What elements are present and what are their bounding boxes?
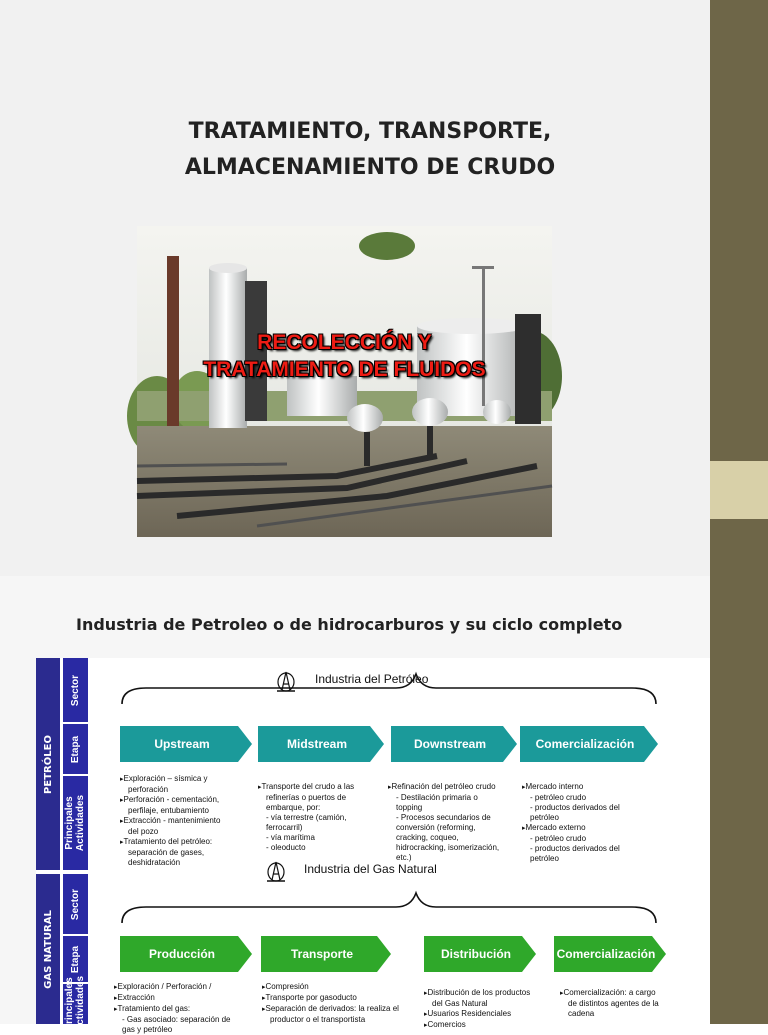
- petroleo-activity-line: hidrocracking, isomerización,: [396, 843, 500, 852]
- gas-activity-line: ▸ Extracción: [114, 993, 231, 1004]
- petroleo-activity-line: - vía terrestre (camión,: [266, 813, 347, 822]
- gas-stage-1: [261, 936, 391, 972]
- gas-activities-transporte: [262, 982, 399, 1025]
- petroleo-stage-label-3: Comercialización: [535, 737, 635, 751]
- gas-stage-0: [120, 936, 252, 972]
- petroleo-stage-0: [120, 726, 252, 762]
- petroleo-activity-line: petróleo: [530, 813, 559, 822]
- gas-stage-label-3: Comercialización: [556, 947, 656, 961]
- gas-activity-line: de distintos agentes de la: [568, 999, 659, 1008]
- gas-plant-icon: [267, 862, 285, 881]
- gas-activity-line: del Gas Natural: [432, 999, 488, 1008]
- petroleo-activity-line: ▸ Tratamiento del petróleo:: [120, 837, 220, 848]
- slide-1-title: [120, 114, 620, 186]
- petroleo-activity-line: - petróleo crudo: [530, 834, 587, 843]
- gas-stage-label-2: Distribución: [440, 947, 511, 961]
- petroleo-activities-midstream: [258, 782, 354, 853]
- petroleo-activity-line: - vía marítima: [266, 833, 315, 842]
- petroleo-activity-line: separación de gases,: [128, 848, 205, 857]
- gas-sector-text: Sector: [70, 888, 81, 920]
- petroleo-activity-line: - petróleo crudo: [530, 793, 587, 802]
- petroleo-stage-label-0: Upstream: [154, 737, 210, 751]
- petroleo-activity-line: cracking, coqueo,: [396, 833, 459, 842]
- petroleo-sector-text: Sector: [70, 674, 81, 706]
- petroleo-stage-3: [520, 726, 658, 762]
- petroleo-activity-line: ▸ Extracción - mantenimiento: [120, 816, 220, 827]
- title-line-2: ALMACENAMIENTO DE CRUDO: [184, 155, 556, 180]
- gas-activities-produccion: [114, 982, 231, 1035]
- petroleo-activities-upstream: [120, 774, 220, 868]
- gas-activity-line: ▸ Comercialización: a cargo: [560, 988, 659, 999]
- petroleo-activities-downstream: [388, 782, 499, 863]
- slide-2: [0, 576, 710, 1034]
- petroleo-activity-line: del pozo: [128, 827, 159, 836]
- petroleo-stage-2: [391, 726, 517, 762]
- petroleo-stage-1: [258, 726, 384, 762]
- gas-activity-line: productor o el transportista: [270, 1015, 366, 1024]
- petroleo-activity-line: ▸ Exploración – sísmica y: [120, 774, 220, 785]
- petroleo-group-text: PETRÓLEO: [42, 734, 54, 794]
- gas-activity-line: ▸ Usuarios Residenciales: [424, 1009, 530, 1020]
- right-side-accent: [710, 461, 768, 519]
- petroleo-activity-line: petróleo: [530, 854, 559, 863]
- petroleo-activity-line: ferrocarril): [266, 823, 303, 832]
- petroleo-activity-line: - productos derivados del: [530, 803, 620, 812]
- petroleo-activity-line: refinerías o puertos de: [266, 793, 347, 802]
- title-line-1: TRATAMIENTO, TRANSPORTE,: [188, 119, 552, 144]
- petroleo-activity-line: ▸ Transporte del crudo a las: [258, 782, 354, 793]
- petroleo-activity-line: conversión (reforming,: [396, 823, 476, 832]
- slide-2-subtitle: Industria de Petroleo o de hidrocarburos y su ciclo completo: [76, 615, 623, 634]
- oil-facility-photo: [137, 226, 552, 537]
- petroleo-activity-line: embarque, por:: [266, 803, 321, 812]
- petroleo-activity-line: ▸ Refinación del petróleo crudo: [388, 782, 499, 793]
- petroleo-industry-title: Industria del Petróleo: [315, 672, 429, 686]
- gas-activity-line: ▸ Separación de derivados: la realiza el: [262, 1004, 399, 1015]
- petroleo-activity-line: perforación: [128, 785, 169, 794]
- petroleo-actividades-line-1: Principales: [64, 796, 76, 850]
- petroleo-activity-line: - oleoducto: [266, 843, 306, 852]
- gas-activity-line: gas y petróleo: [122, 1025, 173, 1034]
- gas-activity-line: ▸ Exploración / Perforación /: [114, 982, 231, 993]
- photo-caption-line-2: TRATAMIENTO DE FLUIDOS: [203, 358, 486, 381]
- petroleo-activity-line: perfilaje, entubamiento: [128, 806, 209, 815]
- gas-industry-title: Industria del Gas Natural: [304, 862, 437, 876]
- petroleo-activity-line: topping: [396, 803, 423, 812]
- hydrocarbon-cycle-diagram: [36, 658, 736, 1034]
- petroleo-stage-label-1: Midstream: [286, 737, 348, 751]
- gas-stage-3: [554, 936, 666, 972]
- petroleo-stage-label-2: Downstream: [413, 737, 487, 751]
- gas-activities-comercializacion: [560, 988, 659, 1019]
- gas-stage-2: [424, 936, 536, 972]
- gas-group-text: GAS NATURAL: [42, 909, 54, 989]
- gas-activities-distribucion: [424, 988, 530, 1031]
- gas-stage-label-0: Producción: [148, 947, 215, 961]
- gas-activity-line: ▸ Distribución de los productos: [424, 988, 530, 999]
- petroleo-activity-line: ▸ Mercado externo: [522, 823, 620, 834]
- petroleo-etapa-text: Etapa: [70, 735, 82, 763]
- photo-caption: [137, 329, 552, 383]
- petroleo-activity-line: ▸ Mercado interno: [522, 782, 620, 793]
- gas-activity-line: ▸ Compresión: [262, 982, 399, 993]
- petroleo-activity-line: - Destilación primaria o: [396, 793, 478, 802]
- gas-actividades-line-2: Actividades: [75, 975, 87, 1033]
- petroleo-activity-line: ▸ Perforación - cementación,: [120, 795, 220, 806]
- gas-brace: [122, 893, 656, 923]
- petroleo-activities-comercializacion: [522, 782, 620, 864]
- petroleo-activity-line: - Procesos secundarios de: [396, 813, 491, 822]
- petroleo-activity-line: - productos derivados del: [530, 844, 620, 853]
- gas-activity-line: ▸ Comercios: [424, 1020, 530, 1031]
- photo-caption-line-1: RECOLECCIÓN Y: [257, 331, 432, 354]
- petroleo-activity-line: etc.): [396, 853, 412, 862]
- gas-actividades-line-1: Principales: [64, 977, 76, 1031]
- petroleo-actividades-line-2: Actividades: [75, 794, 87, 852]
- petroleo-activity-line: deshidratación: [128, 858, 181, 867]
- gas-stage-label-1: Transporte: [290, 947, 353, 961]
- gas-activity-line: cadena: [568, 1009, 595, 1018]
- gas-activity-line: ▸ Transporte por gasoducto: [262, 993, 399, 1004]
- gas-activity-line: ▸ Tratamiento del gas:: [114, 1004, 231, 1015]
- gas-activity-line: - Gas asociado: separación de: [122, 1015, 231, 1024]
- gas-etapa-text: Etapa: [70, 945, 82, 973]
